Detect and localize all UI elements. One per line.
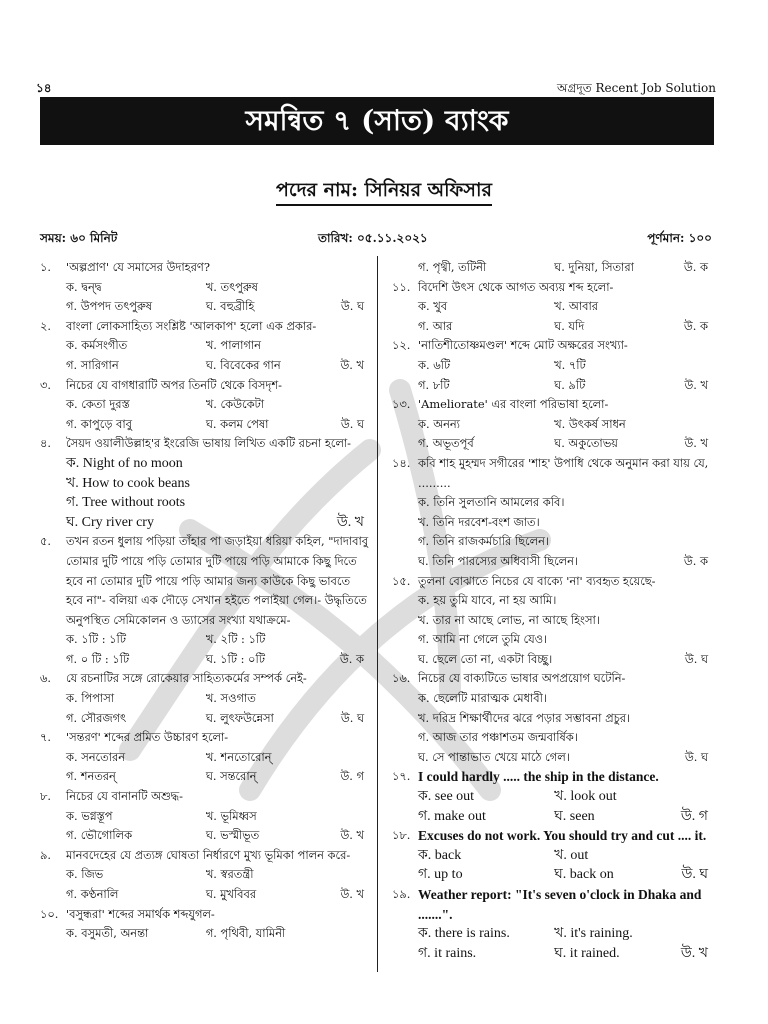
option-row	[66, 395, 370, 415]
question-stem	[392, 278, 714, 298]
question-number: ৯.	[40, 847, 52, 862]
question-text: তখন রতন ধুলায় পড়িয়া তাঁহার পা জড়াইয়া ধরিয়া কহিল, "দাদাবাবু তোমার দুটি পায়ে পড়ি তোমার দুটি পায়ে পড়ি আমাকে কিছু দিতে হবে না তোমার দুটি পায়ে পড়ি আমার জন্য কাউকে কিছু ভাবতে হবে না"- বলিয়া এক দৌড়ে সেখান হইতে পলাইয়া গেল।- উদ্ধৃতিতে অনুপস্থিত সেমিকোলন ও ড্যাসের সংখ্যা যথাক্রমে-	[66, 534, 369, 627]
option-row	[66, 336, 370, 356]
answer-key: উ. ঘ	[684, 651, 708, 666]
question-text: I could hardly ..... the ship in the distance.	[418, 769, 659, 785]
option: ঘ. বিবেকের গান	[205, 357, 281, 372]
option-line	[418, 748, 714, 768]
option: ঘ. কলম পেষা	[205, 416, 269, 431]
answer-options	[392, 846, 714, 885]
question-item	[40, 905, 370, 944]
question-number: ১৯.	[392, 887, 411, 901]
option: খ. তিনি দরবেশ-বংশ জাত।	[418, 514, 540, 529]
full-marks: পূর্ণমান: ১০০	[647, 231, 712, 245]
option-row	[66, 865, 370, 885]
answer-key	[336, 493, 370, 513]
answer-key	[336, 474, 370, 494]
option: গ. আজ তার পঞ্চাশতম জন্মবার্ষিক।	[418, 730, 578, 745]
option: খ. out	[554, 847, 589, 863]
option: গ. পৃথিবী, যামিনী	[205, 926, 286, 941]
question-stem	[40, 787, 370, 807]
answer-options	[392, 689, 714, 767]
answer-key: উ. ঘ	[681, 867, 708, 883]
option: ক. কর্মসংগীত	[66, 338, 128, 353]
answer-options	[40, 278, 370, 317]
option-row	[418, 415, 714, 435]
question-text: Weather report: "It's seven o'clock in Dhaka and .......".	[418, 887, 702, 922]
question-number: ৪.	[40, 436, 52, 451]
option-line	[66, 493, 370, 513]
option: খ. তৎপুরুষ	[205, 279, 258, 294]
question-stem	[392, 669, 714, 689]
option-row	[66, 630, 370, 650]
option-row	[418, 297, 714, 317]
answer-key	[680, 591, 714, 611]
question-number: ৩.	[40, 377, 52, 392]
option-line	[418, 630, 714, 650]
option-row	[66, 748, 370, 768]
answer-key: উ. ঘ	[340, 416, 364, 431]
question-item	[40, 846, 370, 905]
option: ঘ. ১টি : ০টি	[205, 651, 265, 666]
option: ক. ভগ্নস্তূপ	[66, 808, 113, 823]
answer-key: উ. খ	[684, 436, 708, 451]
option: ক. ১টি : ১টি	[66, 632, 127, 647]
question-text: মানবদেহের যে প্রত্যঙ্গ ঘোষতা নির্ধারণে মুখ্য ভূমিকা পালন করে-	[66, 847, 351, 862]
answer-options	[40, 454, 370, 532]
question-stem	[392, 572, 714, 592]
question-item	[40, 669, 370, 728]
option-line	[418, 611, 714, 631]
question-stem	[392, 336, 714, 356]
option: ঘ. it rained.	[554, 945, 620, 961]
option-row	[418, 865, 714, 885]
option-line	[66, 454, 370, 474]
column-divider	[377, 256, 378, 972]
option: ঘ. back on	[554, 867, 614, 883]
question-item	[392, 669, 714, 767]
answer-options	[40, 630, 370, 669]
exam-meta	[40, 230, 712, 250]
option: ক. back	[418, 847, 462, 863]
option-line	[66, 513, 370, 533]
option: ঘ. মুখবিবর	[205, 887, 257, 901]
option: ক. জিভ	[66, 867, 104, 882]
option: গ. ৮টি	[418, 377, 450, 392]
answer-key	[680, 709, 714, 729]
option-line	[418, 591, 714, 611]
option: গ. it rains.	[418, 945, 477, 961]
option: ক. there is rains.	[418, 926, 510, 942]
question-item	[392, 826, 714, 885]
option: গ. আর	[418, 318, 453, 333]
brand-name: অগ্রদূত Recent Job Solution	[557, 81, 716, 95]
question-number: ৫.	[40, 534, 52, 549]
page-header	[36, 76, 716, 96]
answer-options	[40, 748, 370, 787]
question-number: ১৬.	[392, 671, 411, 686]
option: গ. সারিগান	[66, 357, 119, 372]
answer-options	[40, 865, 370, 904]
option-row	[418, 944, 714, 964]
option: ঘ. ছেলে তো না, একটা বিচ্ছু।	[418, 651, 553, 666]
option: ক. হয় তুমি যাবে, না হয় আমি।	[418, 593, 557, 608]
option: খ. স্বরতন্ত্রী	[205, 867, 254, 882]
answer-key	[680, 728, 714, 748]
answer-options	[40, 924, 370, 944]
answer-key	[680, 532, 714, 552]
option-row	[66, 356, 370, 376]
question-text: যে রচনাটির সঙ্গে রোকেয়ার সাহিত্যকর্মের সম্পর্ক নেই-	[66, 671, 307, 686]
answer-key: উ. ক	[683, 260, 708, 274]
option: গ. পৃথ্বী, তটিনী	[418, 260, 487, 274]
option: ঘ. লুৎফউন্নেসা	[205, 710, 274, 725]
question-item	[392, 454, 714, 572]
answer-options	[392, 924, 714, 963]
option-line	[418, 532, 714, 552]
exam-date: তারিখ: ০৫.১১.২০২১	[318, 231, 428, 245]
answer-key: উ. খ	[340, 828, 364, 843]
answer-options	[40, 336, 370, 375]
option-line	[418, 689, 714, 709]
option: খ. কেউকেটা	[205, 397, 265, 412]
question-text: 'বসুন্ধরা' শব্দের সমার্থক শব্দযুগল-	[66, 906, 215, 921]
question-text: তুলনা বোঝাতে নিচের যে বাক্যে 'না' ব্যবহৃত হয়েছে-	[418, 573, 656, 588]
option-line	[418, 513, 714, 533]
option: খ. look out	[554, 789, 617, 805]
answer-options	[392, 787, 714, 826]
question-number: ১৭.	[392, 769, 411, 784]
option-row	[418, 376, 714, 396]
option: ঘ. ৯টি	[554, 377, 586, 392]
right-column	[392, 258, 714, 963]
option-line	[418, 552, 714, 572]
question-text: 'সন্তরণ' শব্দের প্রমিত উচ্চারণ হলো-	[66, 730, 229, 745]
option: খ. it's raining.	[554, 926, 633, 942]
option: ক. দ্বন্দ্ব	[66, 279, 102, 294]
question-item	[40, 434, 370, 532]
question-number: ১১.	[392, 279, 411, 294]
question-item	[392, 572, 714, 670]
question-stem	[40, 258, 370, 278]
option: ঘ. দুনিয়া, সিতারা	[554, 260, 634, 274]
option: ক. ছেলেটি মারাত্মক মেধাবী।	[418, 691, 547, 706]
option: ক. Night of no moon	[66, 455, 183, 471]
answer-key	[680, 611, 714, 631]
answer-key	[680, 630, 714, 650]
question-item	[392, 767, 714, 826]
answer-key: উ. ক	[339, 651, 364, 666]
question-stem	[392, 885, 714, 924]
question-number: ২.	[40, 318, 52, 333]
option: ক. অনন্য	[418, 416, 460, 431]
option-row	[66, 924, 370, 944]
question-number: ১৪.	[392, 455, 411, 470]
option: গ. ০ টি : ১টি	[66, 651, 130, 666]
option-row	[418, 317, 714, 337]
option-line	[418, 493, 714, 513]
option: ক. সনতোরন	[66, 749, 126, 764]
question-item	[392, 336, 714, 395]
option: ঘ. যদি	[554, 318, 585, 333]
question-item	[392, 278, 714, 337]
question-stem	[40, 728, 370, 748]
option: গ. ভৌগোলিক	[66, 828, 133, 843]
question-stem	[40, 376, 370, 396]
question-stem	[392, 767, 714, 787]
option: খ. আবার	[554, 299, 599, 314]
option: ঘ. seen	[554, 808, 595, 824]
answer-key: উ. গ	[680, 808, 708, 824]
answer-options	[392, 258, 714, 278]
option: ঘ. সে পান্তাভাত খেয়ে মাঠে গেল।	[418, 749, 570, 764]
question-item	[40, 258, 370, 317]
question-text: বাংলা লোকসাহিত্য সংশ্লিষ্ট 'আলকাপ' হলো এক প্রকার-	[66, 318, 317, 333]
answer-key: উ. খ	[336, 514, 364, 530]
answer-options	[392, 591, 714, 669]
option: ঘ. Cry river cry	[66, 514, 154, 530]
option-row	[66, 689, 370, 709]
question-item	[392, 395, 714, 454]
option-row	[418, 787, 714, 807]
option: গ. কণ্ঠনালি	[66, 887, 119, 901]
option: খ. ৭টি	[554, 357, 586, 372]
option-row	[66, 650, 370, 670]
option-row	[418, 846, 714, 866]
option: ঘ. ভস্মীভূত	[205, 828, 260, 843]
page-number: ১৪	[36, 81, 52, 95]
answer-options	[40, 807, 370, 846]
option: খ. ভূমিধ্বস	[205, 808, 257, 823]
question-text: নিচের যে বানানটি অশুদ্ধ-	[66, 789, 183, 804]
option: গ. উপপদ তৎপুরুষ	[66, 299, 153, 314]
answer-key: উ. খ	[684, 377, 708, 392]
question-number: ১.	[40, 260, 52, 274]
question-item	[40, 317, 370, 376]
option: খ. তার না আছে লোভ, না আছে হিংসা।	[418, 612, 600, 627]
option: ক. কেতা দুরস্ত	[66, 397, 130, 412]
option-row	[66, 297, 370, 317]
question-stem	[392, 826, 714, 846]
option-row	[418, 434, 714, 454]
left-column	[40, 258, 370, 944]
option: ক. বসুমতী, অনন্তা	[66, 926, 149, 941]
option: খ. দরিদ্র শিক্ষার্থীদের ঝরে পড়ার সম্ভাবনা প্রচুর।	[418, 710, 631, 725]
question-stem	[40, 669, 370, 689]
question-item	[40, 376, 370, 435]
answer-key	[336, 454, 370, 474]
question-item	[40, 787, 370, 846]
option: খ. সওগাত	[205, 691, 256, 706]
question-stem	[40, 532, 370, 630]
question-item	[40, 532, 370, 669]
answer-key: উ. ঘ	[340, 299, 364, 314]
question-number: ১৩.	[392, 397, 411, 412]
exam-time: সময়: ৬০ মিনিট	[40, 231, 118, 245]
question-item	[40, 728, 370, 787]
option: খ. ২টি : ১টি	[205, 632, 266, 647]
answer-options	[40, 395, 370, 434]
question-number: ৮.	[40, 789, 52, 804]
answer-key: উ. ক	[683, 553, 708, 568]
answer-options	[392, 415, 714, 454]
question-stem	[392, 395, 714, 415]
post-title: পদের নাম: সিনিয়র অফিসার	[0, 176, 768, 208]
option: গ. আমি না গেলে তুমি যেও।	[418, 632, 548, 647]
question-stem	[40, 317, 370, 337]
answer-options	[392, 297, 714, 336]
option: গ. up to	[418, 867, 463, 883]
question-text: কবি শাহ মুহম্মদ সগীরের 'শাহ' উপাধি থেকে অনুমান করা যায় যে, .........	[418, 455, 709, 490]
question-item	[392, 885, 714, 963]
option-row	[418, 258, 714, 278]
exam-title-banner: সমন্বিত ৭ (সাত) ব্যাংক	[40, 97, 714, 145]
question-stem	[392, 454, 714, 493]
option: ঘ. বহুব্রীহি	[205, 299, 255, 314]
option-row	[418, 356, 714, 376]
question-stem	[40, 434, 370, 454]
option-line	[418, 728, 714, 748]
question-stem	[40, 846, 370, 866]
option-line	[418, 650, 714, 670]
answer-key	[680, 493, 714, 513]
option: ক. খুব	[418, 299, 448, 314]
option: গ. তিনি রাজকর্মচারি ছিলেন।	[418, 534, 549, 549]
option: ক. see out	[418, 789, 475, 805]
question-item	[392, 258, 714, 278]
question-number: ১২.	[392, 338, 411, 353]
answer-options	[392, 493, 714, 571]
answer-key: উ. ঘ	[340, 710, 364, 725]
option: ক. তিনি সুলতানি আমলের কবি।	[418, 495, 565, 510]
question-text: নিচের যে বাগধারাটি অপর তিনটি থেকে বিসদৃশ-	[66, 377, 282, 392]
option: খ. উৎকর্ষ সাধন	[554, 416, 626, 431]
question-number: ১৮.	[392, 828, 411, 843]
question-number: ৭.	[40, 730, 52, 745]
option: গ. সৌরজগৎ	[66, 710, 127, 725]
answer-options	[40, 689, 370, 728]
option: খ. পালাগান	[205, 338, 261, 353]
question-text: 'নাতিশীতোষ্ণমণ্ডল' শব্দে মোট অক্ষরের সংখ্যা-	[418, 338, 628, 353]
answer-options	[392, 356, 714, 395]
option-row	[418, 924, 714, 944]
option-row	[66, 709, 370, 729]
answer-key: উ. খ	[680, 945, 708, 961]
question-text: সৈয়দ ওয়ালীউল্লাহ'র ইংরেজি ভাষায় লিখিত একটি রচনা হলো-	[66, 436, 352, 451]
option-line	[418, 709, 714, 729]
question-number: ৬.	[40, 671, 52, 686]
question-text: নিচের যে বাক্যটিতে ভাষার অপপ্রয়োগ ঘটেনি-	[418, 671, 626, 686]
option-row	[66, 807, 370, 827]
question-text: বিদেশি উৎস থেকে আগত অব্যয় শব্দ হলো-	[418, 279, 614, 294]
question-text: Excuses do not work. You should try and cut .... it.	[418, 828, 707, 844]
option: ঘ. অকুতোভয়	[554, 436, 618, 451]
option-row	[66, 885, 370, 905]
option: ঘ. তিনি পারস্যের অধিবাসী ছিলেন।	[418, 553, 579, 568]
option: গ. make out	[418, 808, 486, 824]
answer-key: উ. ঘ	[684, 749, 708, 764]
option: গ. শনতরন্	[66, 769, 116, 784]
question-text: 'Ameliorate' এর বাংলা পরিভাষা হলো-	[418, 397, 609, 412]
option: ক. ৬টি	[418, 357, 451, 372]
answer-key: উ. খ	[340, 357, 364, 372]
answer-key: উ. গ	[340, 769, 364, 784]
option-row	[66, 767, 370, 787]
answer-key	[680, 513, 714, 533]
answer-key: উ. খ	[340, 887, 364, 901]
option-row	[66, 278, 370, 298]
option: খ. শনতোরোন্	[205, 749, 272, 764]
option: ঘ. সন্তরোন্	[205, 769, 257, 784]
option-line	[66, 474, 370, 494]
option-row	[66, 826, 370, 846]
option: খ. How to cook beans	[66, 475, 190, 491]
option: ক. পিপাসা	[66, 691, 115, 706]
option: গ. Tree without roots	[66, 495, 186, 511]
question-text: 'অল্পপ্রাণ' যে সমাসের উদাহরণ?	[66, 260, 210, 274]
question-number: ১০.	[40, 906, 59, 921]
answer-key	[680, 689, 714, 709]
option-row	[66, 415, 370, 435]
option: গ. অভূতপূর্ব	[418, 436, 474, 451]
question-number: ১৫.	[392, 573, 411, 588]
answer-key: উ. ক	[683, 318, 708, 333]
question-stem	[40, 905, 370, 925]
option: গ. কাপুড়ে বাবু	[66, 416, 133, 431]
option-row	[418, 807, 714, 827]
